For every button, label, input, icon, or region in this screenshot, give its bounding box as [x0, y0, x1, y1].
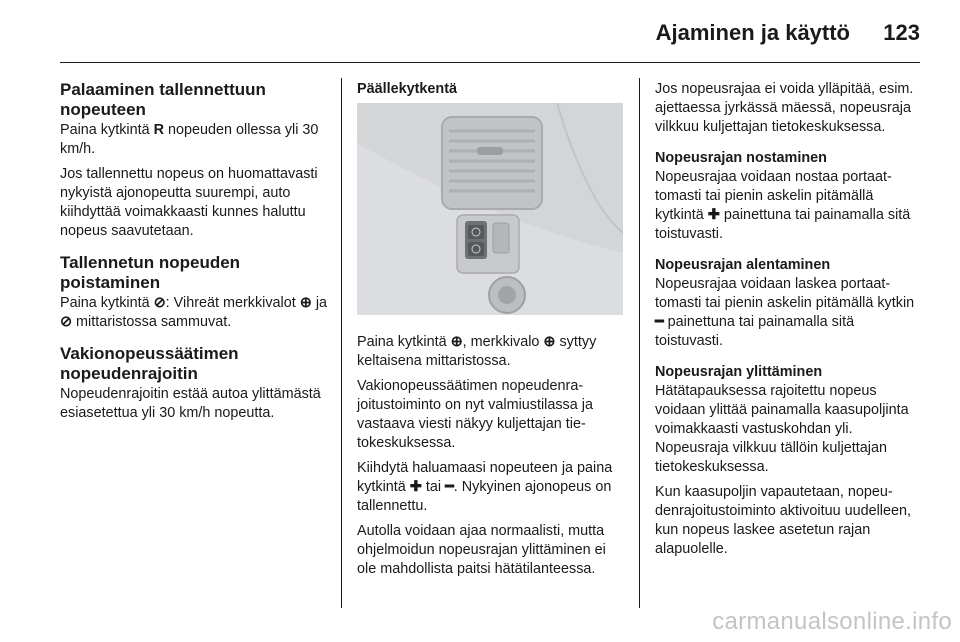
text: Paina kytkintä: [60, 122, 154, 138]
text: Kiihdytä haluamaasi nopeuteen ja paina kytkintä: [357, 460, 613, 495]
paragraph: Jos tallennettu nopeus on huomattavasti nykyistä ajonopeutta suurempi, auto kiihdyttää voimakkaasti kunnes haluttu nopeus saavutetaan.: [60, 166, 318, 239]
text: mittaristossa sammuvat.: [72, 314, 232, 330]
section-raise-limit: [655, 149, 925, 244]
minus-icon: ━: [655, 314, 664, 330]
text: . Nykyinen ajonopeus on tallennettu.: [357, 479, 612, 514]
text: nopeuden ollessa yli 30 km/h.: [60, 122, 319, 157]
section-title: Palaaminen tallennettuun nopeuteen: [60, 80, 266, 119]
text: tai: [421, 479, 446, 495]
speed-limiter-icon: ⊕: [543, 334, 556, 350]
speedometer-off-icon: ⊘: [153, 295, 166, 311]
paragraph: Jos nopeusrajaa ei voida ylläpitää, esim. ajettaessa jyrkässä mäessä, nopeusraja vilkkuu kuljettajan tietokeskuksessa.: [655, 81, 914, 135]
paragraph: Vakionopeussäätimen nopeudenrajoitustoiminto on nyt valmiustilassa ja vastaava viesti näkyy kuljettajan tietokeskuksessa.: [357, 378, 593, 451]
paragraph: Hätätapauksessa rajoitettu nopeus voidaan ylittää painamalla kaasupoljinta voimakkaasti vastuskohdan yli. Nopeusraja vilkkuu tällöin kuljettajan tietokeskuksessa.: [655, 383, 909, 475]
text: syttyy keltaisena mittaristossa.: [357, 334, 597, 369]
paragraph: [655, 168, 925, 244]
section-title: Nopeusrajan alentaminen: [655, 257, 831, 273]
section-speed-limiter: [60, 344, 330, 423]
section-title: Vakionopeussäätimen nopeudenrajoitin: [60, 344, 239, 383]
column-divider: [341, 78, 342, 608]
text: Nopeusrajaa voidaan nostaa portaattomasti tai pienin askelin pitämällä kytkintä: [655, 169, 892, 223]
column-divider: [639, 78, 640, 608]
dashboard-switch-photo: [357, 103, 623, 315]
plus-icon: ✚: [707, 207, 720, 223]
speed-limiter-icon: ⊕: [299, 295, 312, 311]
paragraph: [357, 459, 625, 516]
section-title: Nopeusrajan nostaminen: [655, 150, 827, 166]
paragraph: Kun kaasupoljin vapautetaan, nopeudenrajoitustoiminto aktivoituu uudelleen, kun nopeus laskee asetetun rajan alapuolelle.: [655, 484, 911, 557]
text: painettuna tai painamalla sitä toistuvasti.: [655, 314, 855, 349]
paragraph: [357, 333, 625, 371]
column-1: [60, 80, 330, 435]
section-title: Tallennetun nopeuden poistaminen: [60, 253, 241, 292]
dashboard-illustration: [357, 103, 623, 315]
paragraph: [655, 275, 925, 351]
page-header: [0, 0, 960, 70]
speed-limiter-icon: ⊕: [450, 334, 463, 350]
text: : Vihreät merkkivalot: [165, 295, 300, 311]
section-title: Päällekytkentä: [357, 81, 457, 97]
section-title: Nopeusrajan ylittäminen: [655, 364, 823, 380]
paragraph: [60, 121, 330, 159]
section-delete-speed: [60, 253, 330, 332]
header-rule: [60, 62, 920, 63]
section-lower-limit: [655, 256, 925, 351]
paragraph: Nopeudenrajoitin estää autoa ylittämästä esiasetettua yli 30 km/h nopeutta.: [60, 386, 321, 421]
column-2: [357, 80, 625, 585]
text: ja: [311, 295, 328, 311]
section-resume-speed: [60, 80, 330, 241]
column-3: [655, 80, 925, 571]
key-label: R: [153, 122, 164, 138]
watermark: carmanualsonline.info: [712, 608, 952, 635]
page-title: Ajaminen ja käyttö: [655, 20, 850, 45]
text: Paina kytkintä: [357, 334, 451, 350]
section-exceed-limit: [655, 363, 925, 559]
text: painettuna tai painamalla sitä toistuvasti.: [655, 207, 911, 242]
text: Nopeusrajaa voidaan laskea portaattomasti tai pienin askelin pitämällä kytkin: [655, 276, 915, 311]
page-number: 123: [883, 20, 920, 45]
speedometer-off-icon: ⊘: [60, 314, 73, 330]
paragraph: Autolla voidaan ajaa normaalisti, mutta ohjelmoidun nopeusrajan ylittäminen ei ole mahdollista paitsi hätätilanteessa.: [357, 523, 606, 577]
text: , merkkivalo: [462, 334, 544, 350]
text: Paina kytkintä: [60, 295, 154, 311]
paragraph: [60, 294, 330, 332]
plus-icon: ✚: [409, 479, 422, 495]
minus-icon: ━: [445, 479, 454, 495]
